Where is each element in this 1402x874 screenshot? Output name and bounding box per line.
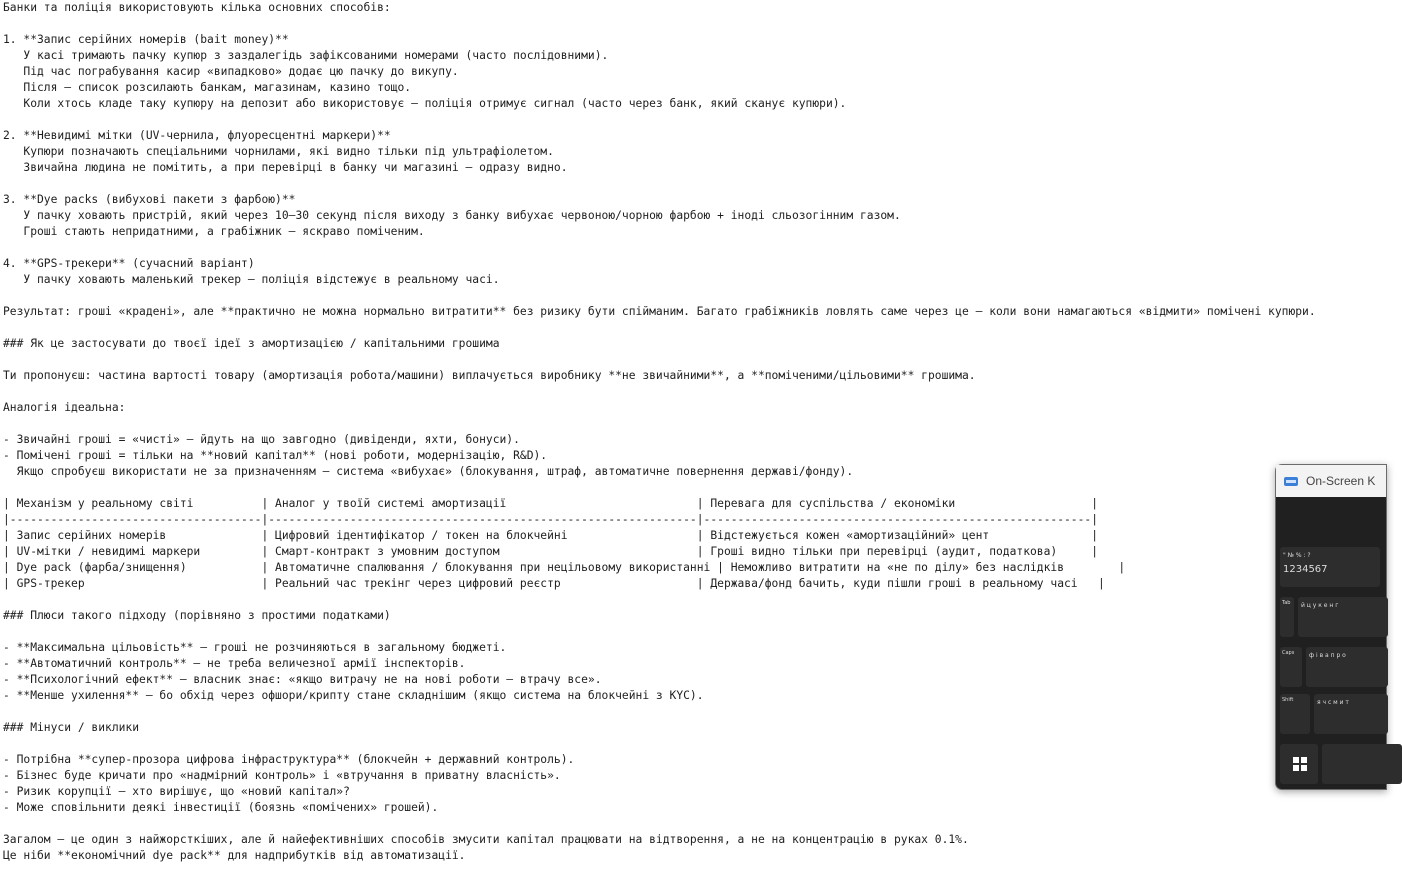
osk-title-bar[interactable] (1276, 465, 1386, 497)
doc-line: ### Мінуси / виклики (3, 721, 140, 734)
doc-line (3, 112, 1316, 128)
osk-row4-keys[interactable]: я ч с м и т (1314, 694, 1388, 734)
doc-line: - **Максимальна цільовість** — гроші не розчиняються в загальному бюджеті. (3, 641, 507, 654)
keyboard-icon (1284, 475, 1298, 487)
osk-space-key[interactable] (1322, 744, 1402, 784)
doc-line (3, 816, 1316, 832)
doc-line: Після — список розсилають банкам, магазинам, казино тощо. (3, 81, 412, 94)
doc-line: - Може сповільнити деякі інвестиції (боязнь «помічених» грошей). (3, 801, 439, 814)
doc-line: Купюри позначають спеціальними чорнилами, які видно тільки під ультрафіолетом. (3, 145, 554, 158)
doc-line: Аналогія ідеальна: (3, 401, 126, 414)
osk-number-symbols: " № % : ? (1283, 552, 1311, 559)
doc-line: 3. **Dye packs (вибухові пакети з фарбою)** (3, 193, 296, 206)
doc-line: 4. **GPS-трекери** (сучасний варіант) (3, 257, 255, 270)
doc-line: Звичайна людина не помітить, а при перевірці в банку чи магазині — одразу видно. (3, 161, 568, 174)
doc-line: - **Психологічний ефект** — власник знає: «якщо витрачу не на нові роботи — втрачу все». (3, 673, 602, 686)
doc-line: | Механізм у реальному світі | Аналог у твоїй системі амортизації | Перевага для суспільства / економіки | (3, 497, 1099, 510)
osk-shift-key[interactable]: Shift (1280, 694, 1310, 734)
text-document[interactable] (3, 0, 1316, 864)
doc-line: - Звичайні гроші = «чисті» — йдуть на що завгодно (дивіденди, яхти, бонуси). (3, 433, 520, 446)
doc-line: - Бізнес буде кричати про «надмірний контроль» і «втручання в приватну власність». (3, 769, 561, 782)
doc-line (3, 704, 1316, 720)
doc-line (3, 592, 1316, 608)
doc-line: Коли хтось кладе таку купюру на депозит або використовує — поліція отримує сигнал (часто через банк, який сканує купюри). (3, 97, 847, 110)
on-screen-keyboard-window[interactable] (1275, 464, 1387, 790)
doc-line: Якщо спробуєш використати не за призначенням — система «вибухає» (блокування, штраф, автоматичне повернення державі/фонду). (3, 465, 854, 478)
osk-tab-key[interactable]: Tab (1280, 597, 1294, 637)
doc-line: У пачку ховають маленький трекер — поліція відстежує в реальному часі. (3, 273, 500, 286)
doc-line: - **Менше ухилення** — бо обхід через офшори/крипту стане складнішим (якщо система на блокчейні з KYC). (3, 689, 704, 702)
doc-line (3, 320, 1316, 336)
doc-line (3, 16, 1316, 32)
windows-logo-icon (1293, 757, 1307, 771)
doc-line: 1. **Запис серійних номерів (bait money)** (3, 33, 289, 46)
doc-line: Загалом — це один з найжорсткіших, але й найефективніших способів змусити капітал працювати на відтворення, а не на концентрацію в руках 0.1%. (3, 833, 969, 846)
doc-line (3, 736, 1316, 752)
doc-line: Банки та поліція використовують кілька основних способів: (3, 1, 391, 14)
osk-windows-key[interactable] (1280, 744, 1318, 784)
doc-line: Під час пограбування касир «випадково» додає цю пачку до викупу. (3, 65, 459, 78)
doc-line: Результат: гроші «крадені», але **практично не можна нормально витратити** без ризику бути спійманим. Багато грабіжників ловлять саме через це — коли вони намагаються «відмити» помічені купюри. (3, 305, 1316, 318)
doc-line: - Помічені гроші = тільки на **новий капітал** (нові роботи, модернізацію, R&D). (3, 449, 548, 462)
doc-line: | GPS-трекер | Реальний час трекінг через цифровий реєстр | Держава/фонд бачить, куди пішли гроші в реальному часі | (3, 577, 1105, 590)
doc-line: ### Як це застосувати до твоєї ідеї з амортизацією / капітальними грошима (3, 337, 500, 350)
doc-line (3, 176, 1316, 192)
doc-line: | Запис серійних номерів | Цифровий ідентифікатор / токен на блокчейні | Відстежується кожен «амортизаційний» цент | (3, 529, 1099, 542)
doc-line (3, 416, 1316, 432)
doc-line: - **Автоматичний контроль** — не треба величезної армії інспекторів. (3, 657, 466, 670)
doc-line (3, 384, 1316, 400)
osk-number-keys[interactable] (1280, 547, 1380, 587)
doc-line: У касі тримають пачку купюр з заздалегідь зафіксованими номерами (часто послідовними). (3, 49, 609, 62)
doc-line (3, 288, 1316, 304)
doc-line: |-------------------------------------|---------------------------------------------------------------|---------------------------------------------------------| (3, 513, 1099, 526)
osk-title: On-Screen K (1306, 474, 1376, 488)
doc-line: 2. **Невидимі мітки (UV-чернила, флуоресцентні маркери)** (3, 129, 391, 142)
osk-caps-key[interactable]: Caps (1280, 647, 1302, 687)
doc-line: - Ризик корупції — хто вирішує, що «новий капітал»? (3, 785, 350, 798)
osk-row2-keys[interactable]: й ц у к е н г (1298, 597, 1388, 637)
doc-line: - Потрібна **супер-прозора цифрова інфраструктура** (блокчейн + державний контроль). (3, 753, 575, 766)
doc-line: Це ніби **економічний dye pack** для надприбутків від автоматизації. (3, 849, 466, 862)
osk-number-labels: 1234567 (1283, 564, 1328, 575)
doc-line (3, 480, 1316, 496)
doc-line: Ти пропонуєш: частина вартості товару (амортизація робота/машини) виплачується виробнику **не звичайними**, а **поміченими/цільовими** грошима. (3, 369, 976, 382)
doc-line (3, 240, 1316, 256)
doc-line: | UV-мітки / невидимі маркери | Смарт-контракт з умовним доступом | Гроші видно тільки при перевірці (аудит, податкова) | (3, 545, 1099, 558)
doc-line: | Dye pack (фарба/знищення) | Автоматичне спалювання / блокування при нецільовому використанні | Неможливо витратити на «не по ділу» без наслідків | (3, 561, 1126, 574)
doc-line: У пачку ховають пристрій, який через 10–30 секунд після виходу з банку вибухає червоною/чорною фарбою + іноді сльозогінним газом. (3, 209, 901, 222)
doc-line (3, 624, 1316, 640)
doc-line: ### Плюси такого підходу (порівняно з простими податками) (3, 609, 391, 622)
doc-line: Гроші стають непридатними, а грабіжник — яскраво поміченим. (3, 225, 425, 238)
osk-row3-keys[interactable]: ф і в а п р о (1306, 647, 1388, 687)
doc-line (3, 352, 1316, 368)
